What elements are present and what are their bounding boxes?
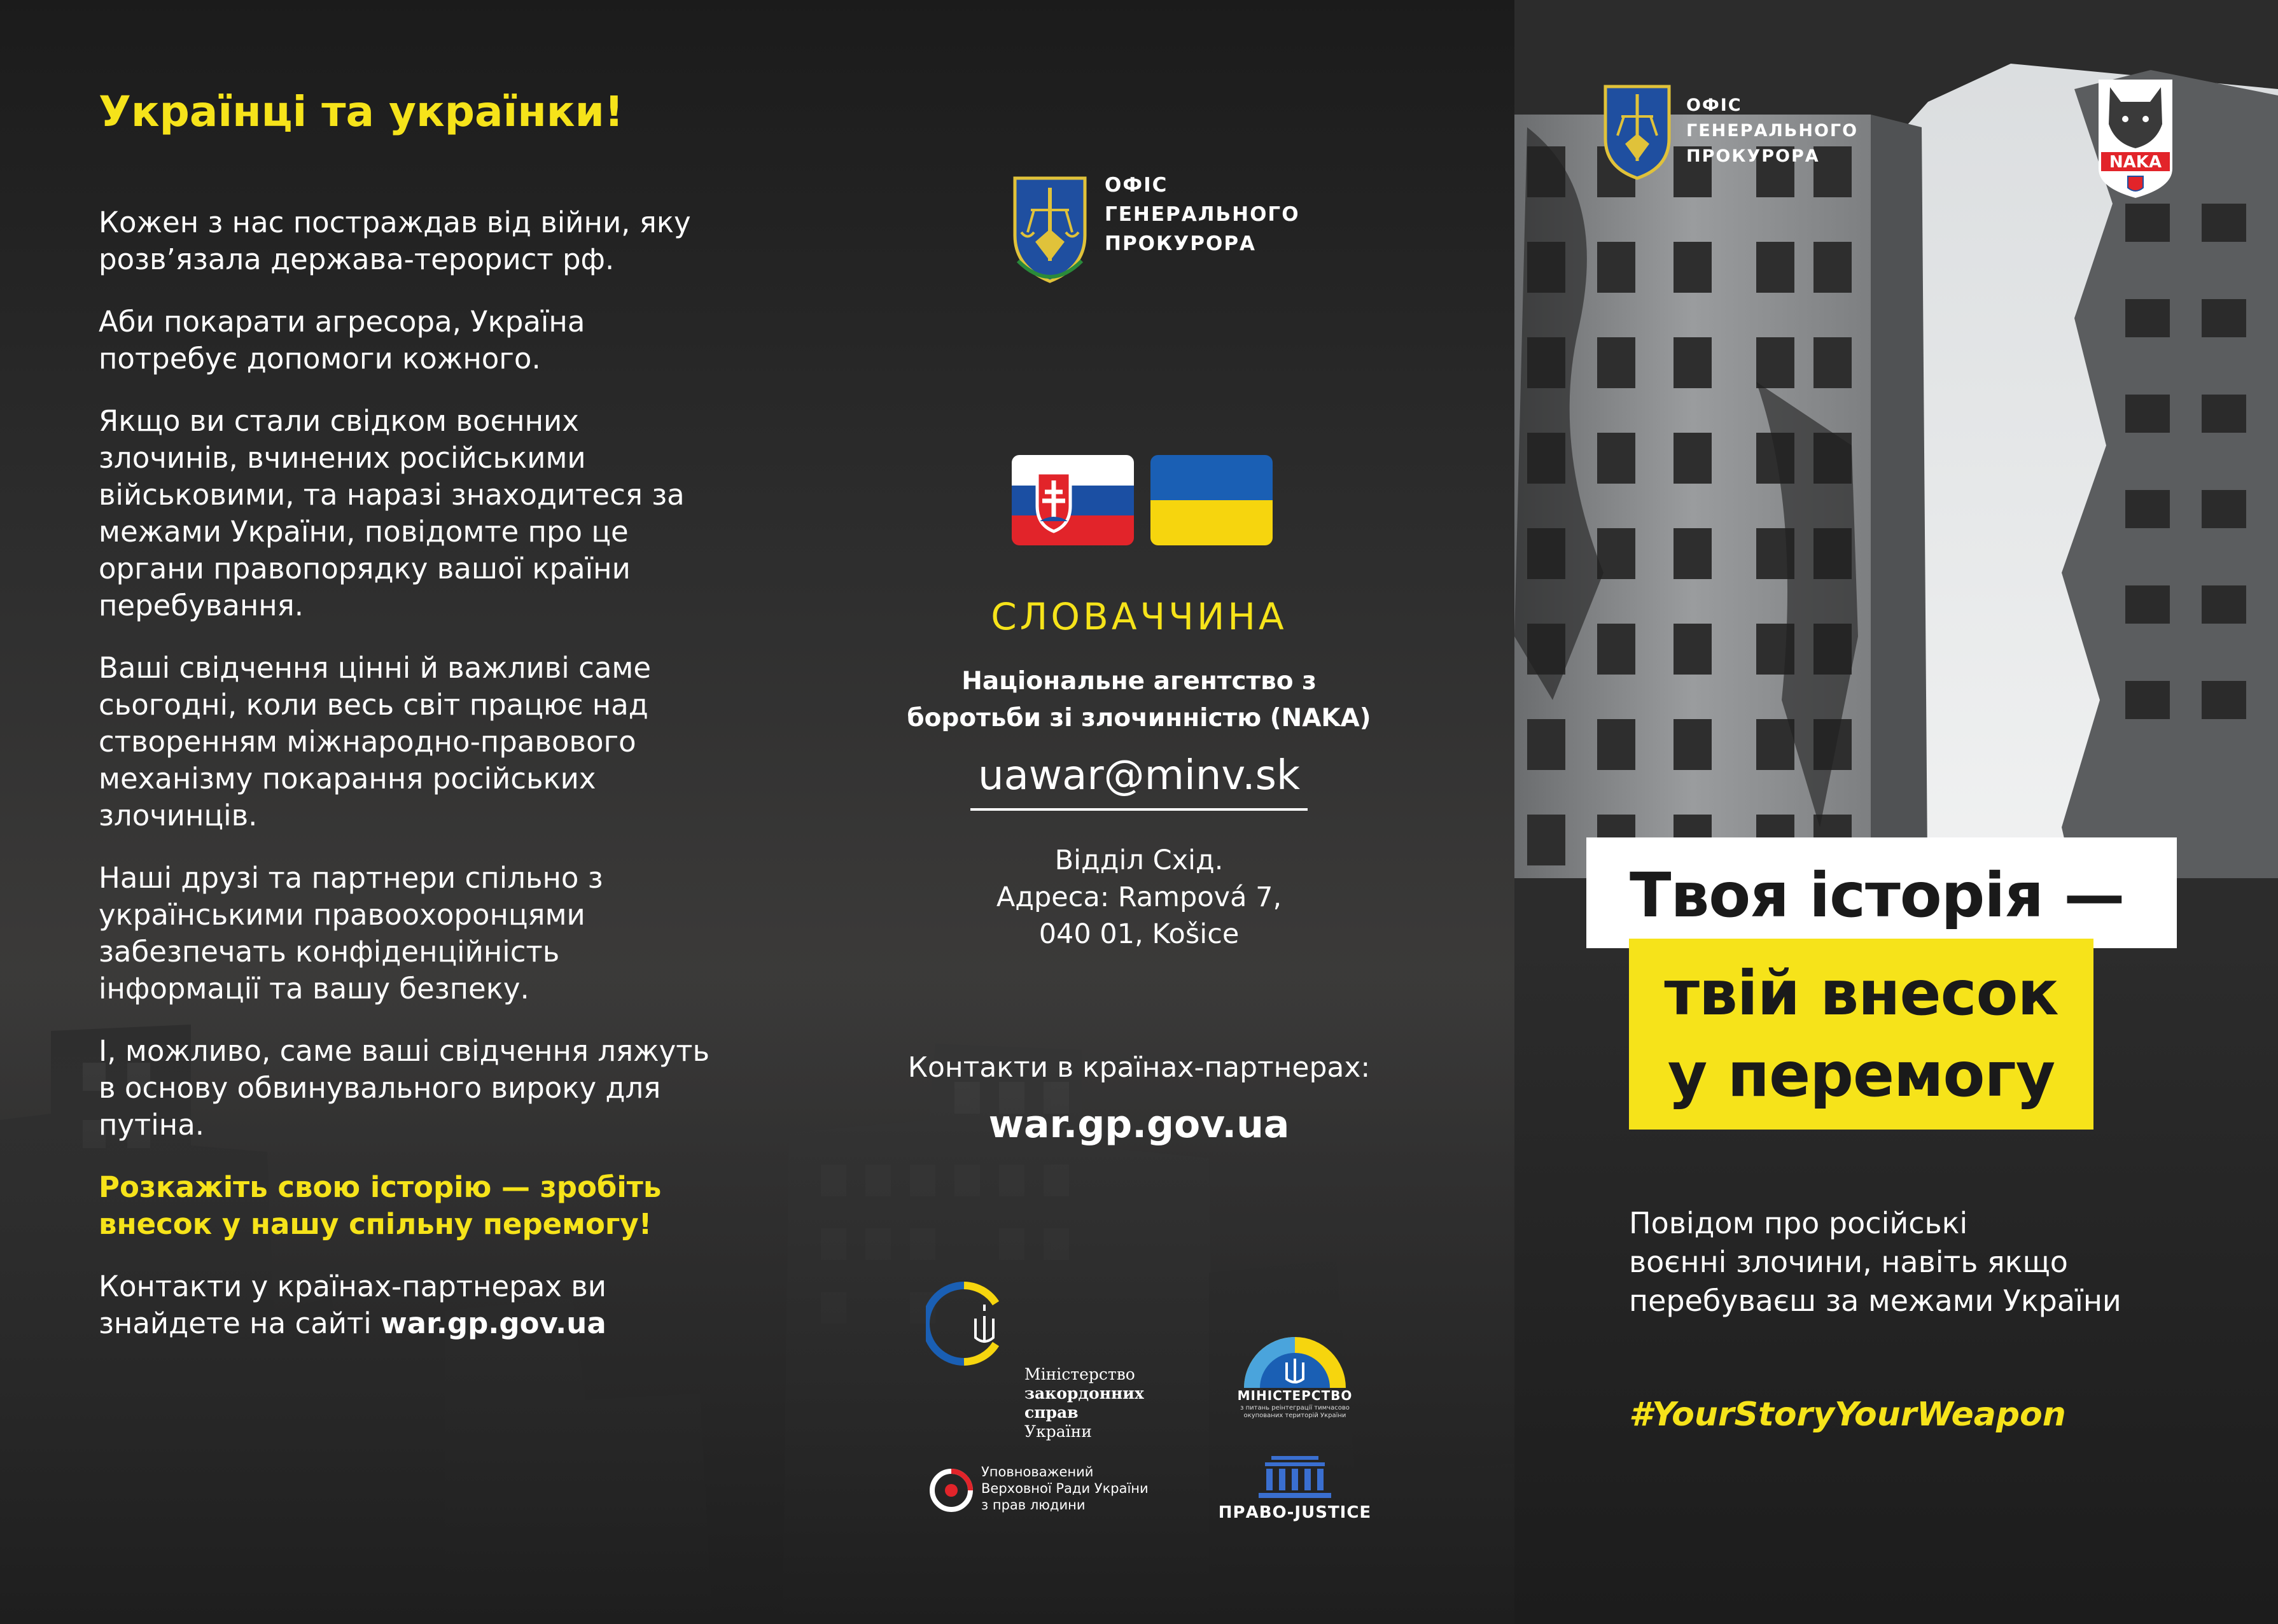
reintegration-ministry-logo bbox=[1215, 1333, 1374, 1435]
slovakia-flag-icon bbox=[1012, 455, 1134, 545]
sub-line-3: перебуваєш за межами України bbox=[1629, 1284, 2121, 1318]
r-pgo-line-2: ГЕНЕРАЛЬНОГО bbox=[1686, 121, 1859, 141]
ombud-line-3: з прав людини bbox=[981, 1497, 1086, 1513]
paragraph-war-suffering: Кожен з нас постраждав від війни, яку розв’язала держава-терорист рф. bbox=[99, 205, 691, 276]
address-line-1: Відділ Схід. bbox=[1054, 844, 1224, 876]
headline-line-2: твій внесок bbox=[1664, 958, 2058, 1029]
website-link[interactable]: war.gp.gov.ua bbox=[988, 1102, 1290, 1147]
reintegration-ministry-emblem-icon bbox=[1215, 1333, 1374, 1388]
campaign-hashtag: #YourStoryYourWeapon bbox=[1629, 1396, 2066, 1434]
ombudsman-logo bbox=[926, 1464, 1206, 1534]
contacts-link[interactable]: war.gp.gov.ua bbox=[381, 1306, 606, 1340]
address-line-2: Адреса: Rampová 7, bbox=[996, 881, 1282, 913]
agency-address bbox=[802, 842, 1476, 953]
paragraph-punish-aggressor: Аби покарати агресора, Україна потребує допомоги кожного. bbox=[99, 304, 585, 375]
naka-logo-icon bbox=[2092, 73, 2179, 200]
pravo-justice-emblem-icon bbox=[1190, 1451, 1400, 1501]
sub-line-2: воєнні злочини, навіть якщо bbox=[1629, 1245, 2068, 1279]
r-pgo-line-3: ПРОКУРОРА bbox=[1686, 146, 1820, 166]
ombud-line-2: Верховної Ради України bbox=[981, 1481, 1149, 1496]
headline-line-3: у перемогу bbox=[1667, 1039, 2055, 1110]
paragraph-contacts bbox=[99, 1268, 709, 1342]
minre-sub-1: з питань реінтеграції тимчасово bbox=[1240, 1404, 1350, 1411]
paragraph-confidentiality: Наші друзі та партнери спільно з українськими правоохоронцями забезпечать конфіденційність інформації та вашу безпеку. bbox=[99, 860, 603, 1005]
pravo-justice-name: ПРАВО-JUSTICE bbox=[1218, 1503, 1372, 1522]
sub-line-1: Повідом про російські bbox=[1629, 1206, 1968, 1240]
agency-name bbox=[802, 663, 1476, 737]
r-pgo-line-1: ОФІС bbox=[1686, 95, 1742, 115]
prosecutor-office-name-right bbox=[1686, 93, 1858, 169]
paragraph-witness: Якщо ви стали свідком воєнних злочинів, вчинених російськими військовими, та наразі знаходитеся за межами України, повідомте про це органи правопорядку вашої країни перебування. bbox=[99, 403, 685, 622]
headline-box-2 bbox=[1629, 939, 2093, 1130]
address-line-3: 040 01, Košice bbox=[1038, 918, 1240, 950]
agency-line-1: Національне агентство з bbox=[961, 667, 1317, 696]
left-title: Українці та українки! bbox=[99, 87, 624, 136]
prosecutor-office-name bbox=[1105, 171, 1300, 258]
mfa-line-3: України bbox=[1024, 1422, 1092, 1441]
right-subtitle bbox=[1629, 1204, 2240, 1320]
pravo-justice-logo bbox=[1190, 1451, 1400, 1534]
paragraph-call-to-action: Розкажіть свою історію — зробіть внесок у нашу спільну перемогу! bbox=[99, 1170, 662, 1241]
center-panel bbox=[802, 0, 1476, 1624]
reintegration-ministry-title: МІНІСТЕРСТВО bbox=[1237, 1388, 1353, 1403]
ukraine-flag-icon bbox=[1150, 455, 1273, 545]
naka-logo-text: NAKA bbox=[2109, 153, 2162, 172]
minre-sub-2: окупованих територій України bbox=[1243, 1412, 1346, 1419]
mfa-name bbox=[1024, 1365, 1193, 1441]
pgo-line-2: ГЕНЕРАЛЬНОГО bbox=[1105, 203, 1300, 226]
mfa-emblem-icon bbox=[926, 1279, 1015, 1368]
partner-contacts-label: Контакти в країнах-партнерах: bbox=[907, 1051, 1371, 1084]
paragraph-verdict: І, можливо, саме ваші свідчення ляжуть в основу обвинувального вироку для путіна. bbox=[99, 1033, 710, 1142]
left-panel bbox=[99, 89, 709, 1368]
mfa-logo bbox=[926, 1279, 1193, 1441]
mfa-line-1: Міністерство bbox=[1024, 1365, 1135, 1383]
ombudsman-name bbox=[981, 1464, 1149, 1513]
ombudsman-emblem-icon bbox=[926, 1465, 977, 1516]
pgo-line-3: ПРОКУРОРА bbox=[1105, 232, 1257, 255]
flags-group bbox=[1012, 455, 1273, 545]
contact-email-link[interactable]: uawar@minv.sk bbox=[970, 752, 1308, 811]
headline-line-1: Твоя історія — bbox=[1630, 860, 2125, 931]
reintegration-ministry-subtitle bbox=[1215, 1404, 1374, 1420]
ombud-line-1: Уповноважений bbox=[981, 1464, 1094, 1480]
mfa-line-2: закордонних справ bbox=[1024, 1384, 1144, 1422]
headline-box-1 bbox=[1586, 837, 2177, 948]
agency-line-2: боротьби зі злочинністю (NAKA) bbox=[907, 704, 1371, 732]
country-name: СЛОВАЧЧИНА bbox=[991, 595, 1287, 638]
prosecutor-office-emblem-right-icon bbox=[1596, 81, 1679, 183]
paragraph-testimony-value: Ваші свідчення цінні й важливі саме сьогодні, коли весь світ працює над створенням міжнародно-правового механізму покарання російських злочинців. bbox=[99, 650, 652, 832]
contacts-prefix: Контакти у країнах-партнерах ви знайдете на сайті bbox=[99, 1269, 606, 1340]
pgo-line-1: ОФІС bbox=[1105, 174, 1168, 197]
